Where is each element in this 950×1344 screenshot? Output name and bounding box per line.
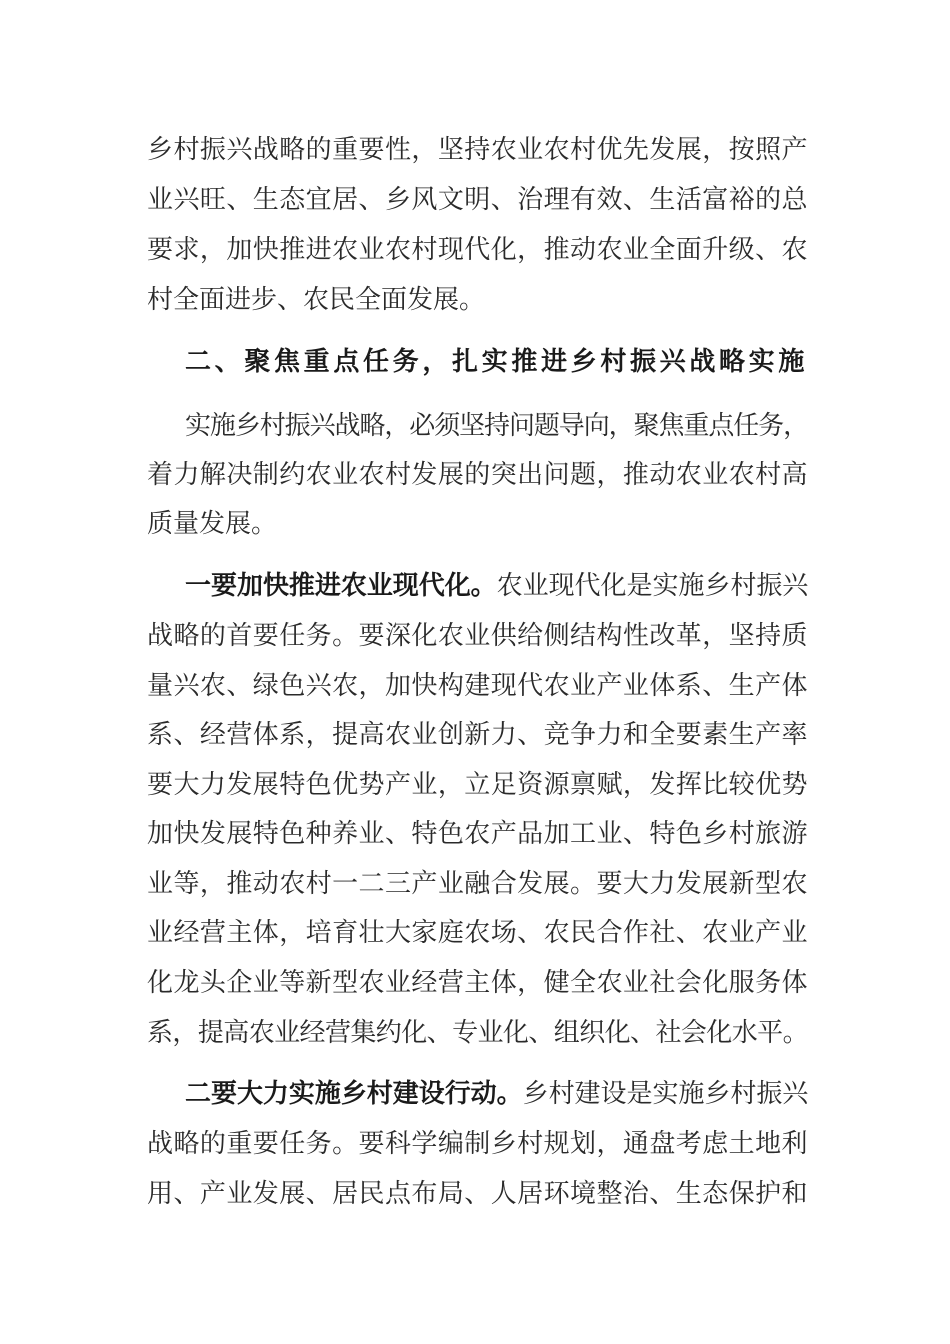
paragraph-3-line: 系，提高农业经营集约化、专业化、组织化、社会化水平。 bbox=[147, 1018, 809, 1048]
paragraph-3-lead: 一要加快推进农业现代化。 bbox=[185, 571, 497, 601]
paragraph-2-line: 实施乡村振兴战略，必须坚持问题导向，聚焦重点任务， bbox=[185, 411, 809, 441]
paragraph-2-line: 着力解决制约农业农村发展的突出问题，推动农业农村高 bbox=[147, 460, 809, 490]
paragraph-4-lead: 二要大力实施乡村建设行动。 bbox=[185, 1079, 523, 1109]
paragraph-3-first-rest: 农业现代化是实施乡村振兴 bbox=[496, 571, 809, 601]
paragraph-3-line: 加快发展特色种养业、特色农产品加工业、特色乡村旅游 bbox=[147, 819, 809, 849]
paragraph-2-line: 质量发展。 bbox=[147, 509, 278, 539]
paragraph-3-first-line bbox=[185, 570, 808, 602]
paragraph-4-first-rest: 乡村建设是实施乡村振兴 bbox=[522, 1079, 809, 1109]
paragraph-4-first-line bbox=[185, 1078, 808, 1110]
paragraph-1-line: 乡村振兴战略的重要性，坚持农业农村优先发展，按照产 bbox=[147, 135, 809, 165]
paragraph-1-line: 业兴旺、生态宜居、乡风文明、治理有效、生活富裕的总 bbox=[147, 185, 809, 215]
paragraph-3-line: 战略的首要任务。要深化农业供给侧结构性改革，坚持质 bbox=[147, 621, 809, 651]
paragraph-3-line: 业经营主体，培育壮大家庭农场、农民合作社、农业产业 bbox=[147, 918, 809, 948]
paragraph-4-line: 战略的重要任务。要科学编制乡村规划，通盘考虑土地利 bbox=[147, 1129, 809, 1159]
paragraph-4-line: 用、产业发展、居民点布局、人居环境整治、生态保护和 bbox=[147, 1179, 809, 1209]
paragraph-3-line: 化龙头企业等新型农业经营主体，健全农业社会化服务体 bbox=[147, 968, 809, 998]
paragraph-1-line: 村全面进步、农民全面发展。 bbox=[147, 285, 486, 315]
paragraph-3-line: 量兴农、绿色兴农，加快构建现代农业产业体系、生产体 bbox=[147, 671, 809, 701]
paragraph-1-line: 要求，加快推进农业农村现代化，推动农业全面升级、农 bbox=[147, 235, 809, 265]
section-heading: 二、聚焦重点任务，扎实推进乡村振兴战略实施 bbox=[185, 347, 809, 377]
paragraph-3-line: 业等，推动农村一二三产业融合发展。要大力发展新型农 bbox=[147, 869, 809, 899]
paragraph-3-line: 系、经营体系，提高农业创新力、竞争力和全要素生产率 bbox=[147, 720, 809, 750]
paragraph-3-line: 要大力发展特色优势产业，立足资源禀赋，发挥比较优势 bbox=[147, 770, 809, 800]
